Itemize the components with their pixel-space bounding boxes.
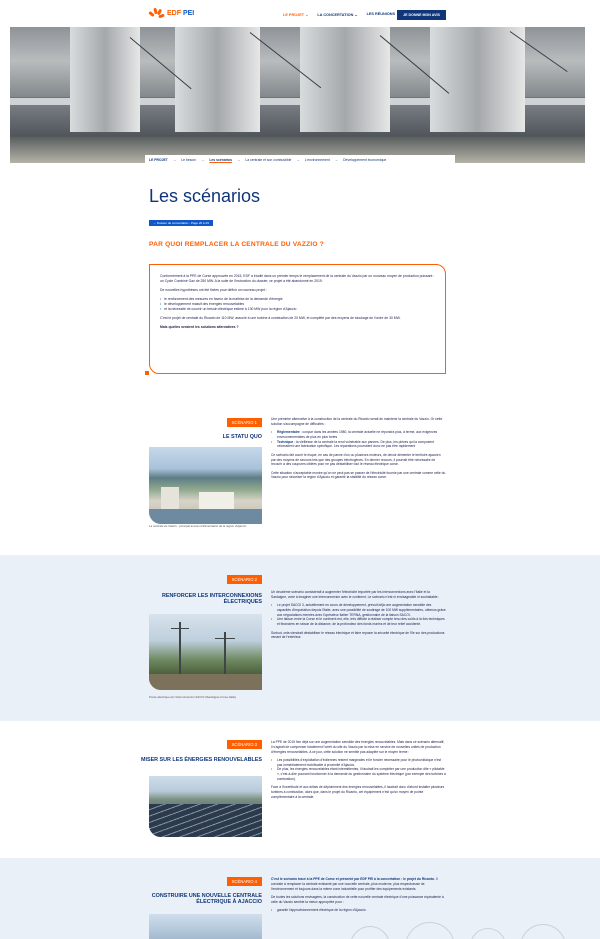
intro-list	[160, 297, 435, 312]
scenario-list	[271, 758, 446, 782]
breadcrumb-separator: →	[236, 158, 241, 162]
edf-pei-logo[interactable]	[150, 8, 194, 19]
scenario-1-section	[0, 405, 600, 555]
scenario-text	[271, 740, 446, 803]
nav-la-concertation[interactable]: LA CONCERTATION ⌄	[317, 13, 358, 17]
scenario-text	[271, 877, 446, 916]
scenario-paragraph: Face à l'incertitude et aux délais de déploiement des énergies renouvelables, il faudrait donc d'abord installer plusieurs turbines à combustion, alors que, dans le projet du Ricanto, cet équipement n'est qu'un moyen de pointe complémentaire à la centrale.	[271, 785, 445, 799]
breadcrumb	[145, 155, 455, 166]
decorative-square	[145, 371, 149, 375]
new-plant-photo	[149, 914, 262, 939]
list-item: • Une liaison entre la Corse et le continent est, elle, très difficile à réaliser compte tenu des coûts à la fois techniques et financiers en raison de la distance, de la profondeur des fonds marins et de leur relief accidenté.	[271, 617, 446, 627]
scenario-title: LE STATU QUO	[222, 434, 262, 440]
scenario-tag: SCÉNARIO 2	[227, 575, 262, 584]
breadcrumb-developpement[interactable]: Développement économique	[343, 158, 387, 162]
list-item: • le développement massif des énergies renouvelables	[160, 302, 435, 307]
scenario-list	[271, 430, 446, 449]
breadcrumb-le-besoin[interactable]: Le besoin	[181, 158, 196, 162]
list-item: • garantir l'approvisionnement électrique de la région d'Ajaccio	[271, 908, 446, 913]
scenario-2-section	[0, 555, 600, 721]
breadcrumb-centrale[interactable]: La centrale et son combustible	[245, 158, 292, 162]
solar-farm-photo	[149, 776, 262, 837]
breadcrumb-separator: →	[334, 158, 339, 162]
scenario-paragraph: Ce scénario fait courir le risque, en cas de panne d'un ou plusieurs moteurs, de devoir alimenter le territoire ajaccien par des moyens de secours tels que des groupes électrogènes. En dernier recours, il pourrait être nécessaire de recourir à des coupures ciblées pour ne pas déstabiliser tout le réseau électrique corse.	[271, 452, 441, 467]
scenario-text	[271, 590, 446, 644]
intro-paragraph: De nouvelles hypothèses ont été fixées pour définir un nouveau projet :	[160, 288, 267, 292]
scenario-3-section	[0, 721, 600, 858]
scenario-paragraph: De toutes les solutions envisagées, la construction de cette nouvelle centrale électrique d'une puissance équivalente à celle du Vazzio semble la mieux appropriée pour :	[271, 894, 444, 904]
photo-caption: La centrale du Vazzio : principal access d'alimentation de la région d'Ajaccio	[149, 524, 247, 528]
intro-paragraph: Conformément à la PPE de Corse approuvée en 2015, EDF a étudié dans un premier temps le remplacement de la centrale du Vazzio par un nouveau moyen de production puissant : un Cycle Combiné Gaz de 250 MW. A la suite de l'instruction du dossier, ce projet a été abandonné en 2019.	[160, 274, 435, 283]
scenario-title: RENFORCER LES INTERCONNEXIONS ÉLECTRIQUES	[161, 593, 262, 605]
photo-caption: Poste électrique de l'interconnexion SACOI (Sardaigne-Corse-Italie)	[149, 695, 236, 699]
list-item: • Les possibilités d'exploitation d'éoliennes restent marginales et le foncier nécessaire pour le photovoltaïque n'est pas immédiatement mobilisable à proximité d'Ajaccio.	[271, 758, 446, 768]
give-opinion-button[interactable]: JE DONNE MON AVIS	[397, 10, 446, 20]
scenario-text	[271, 417, 446, 484]
scenario-tag: SCÉNARIO 1	[227, 418, 262, 427]
list-item: • Le projet SACOI 3, actuellement en cours de développement, prevoit déjà une augmentation sensible des capacités d'importation depuis l'Italie, avec une possibilité de soutirage de 100 MW supplémentaires, obtenus grâce aux négociations menées avec l'opérateur Italien TERNA, gestionnaire de la liaison SACOI.	[271, 603, 446, 617]
page-title: Les scénarios	[149, 186, 261, 206]
dossier-link[interactable]: → Dossier de concertation - Page 20 à 29	[149, 220, 213, 226]
hero-image	[10, 27, 585, 163]
main-nav	[283, 12, 395, 17]
breadcrumb-separator: →	[200, 158, 205, 162]
intro-box	[149, 264, 446, 374]
scenario-title: MISER SUR LES ÉNERGIES RENOUVELABLES	[140, 757, 262, 763]
intro-question: Mais quelles seraient les solutions alternatives ?	[160, 325, 239, 329]
scenario-tag: SCÉNARIO 4	[227, 877, 262, 886]
breadcrumb-separator: →	[172, 158, 177, 162]
decorative-circles	[330, 916, 600, 939]
scenario-paragraph: Un deuxième scénario consisterait à augmenter l'électricité importée par les interconnexions avec l'Italie et la Sardaigne, voire à imaginer une interconnexion avec le continent. Le scénario n'est ni envisageable ni souhaitable :	[271, 590, 440, 599]
nav-le-projet[interactable]: LE PROJET ⌄	[283, 13, 309, 17]
scenario-paragraph: Cette situation n'acceptable montre qu'on ne peut pas se passer de l'électricité fournie par une centrale comme celle du Vazzio pour sécuriser la région d'Ajaccio et garantir la stabilité du réseau corse.	[271, 470, 446, 480]
section-subtitle: PAR QUOI REMPLACER LA CENTRALE DU VAZZIO ?	[149, 241, 324, 248]
list-item: • le renforcement des mesures en faveur de la maîtrise de la demande d'énergie	[160, 297, 435, 302]
scenario-paragraph: La PPE de 2015 fixe déjà sur une augmentation sensible des énergies renouvelables. Mais dans ce scénario alternatif, il s'agirait de compenser totalement l'arrêt du site du Vazzio par la mise en service de nouvelles unités de production d'énergies renouvelables. A ce jour, cette solution ne semble pas adaptée sur le moyen terme :	[271, 740, 445, 754]
nav-les-reunions[interactable]: LES RÉUNIONS	[366, 12, 396, 16]
list-item: • et la nécessité de couvrir un besoin électrique estimé à 130 MW pour la région d'Ajaccio	[160, 307, 435, 312]
edf-sun-icon	[150, 8, 164, 19]
scenario-list	[271, 908, 446, 913]
intro-paragraph: C'est le projet de centrale du Ricanto de 110 MW, associé à une turbine à combustion de 20 MW, et complété par des moyens de stockage de l'ordre de 30 MW.	[160, 316, 401, 320]
list-item: • Réglementaire : conçue dans les années 1980, la centrale actuelle ne répondra plus, à terme, aux exigences environnementales de plus en plus fortes	[271, 430, 446, 440]
scenario-paragraph: Surtout, cela viendrait déstabiliser le réseau électrique et faire reposer la sécurité électrique de l'île sur des productions venant de l'extérieur.	[271, 630, 445, 640]
breadcrumb-environnement[interactable]: L'environnement	[304, 158, 330, 162]
logo-brand: EDF	[167, 10, 181, 17]
list-item: • Technique : la vieillesse de la centrale la rend vulnérable aux pannes. De plus, les pièces qui la composent nécessitent une fabrication spécifique. Les réparations pourraient donc ne pas être rapidement	[271, 440, 446, 450]
breadcrumb-le-projet[interactable]: LE PROJET	[149, 158, 168, 162]
scenario-list	[271, 603, 446, 627]
breadcrumb-les-scenarios[interactable]: Les scénarios	[209, 158, 232, 162]
scenario-title: CONSTRUIRE UNE NOUVELLE CENTRALE ÉLECTRIQUE À AJACCIO	[151, 893, 262, 905]
vazzio-plant-photo	[149, 447, 262, 524]
scenario-paragraph: Une première alternative à la construction de la centrale du Ricanto serait de maintenir la centrale du Vazzio. Or cette solution s'accompagne de difficultés :	[271, 417, 443, 426]
breadcrumb-separator: →	[296, 158, 300, 162]
scenario-paragraph: C'est le scénario tracé à la PPE de Corse et présenté par EDF PEI à la concertation : le projet du Ricanto. Il consiste à remplacer la centrale existante par une nouvelle centrale, plus moderne, plus respectueuse de l'environnement et toujours dans la même zone industrielle pour profiter des équipements existants.	[271, 877, 438, 891]
list-item: • De plus, les énergies renouvelables étant intermittentes, il faudrait les compléter par une production dite « pilotable », c'est-à-dire pouvant fonctionner à la demande du gestionnaire du système électrique (par exemple des turbines à combustion).	[271, 767, 446, 781]
scenario-tag: SCÉNARIO 3	[227, 740, 262, 749]
logo-suffix: PEI	[182, 10, 195, 17]
site-header	[0, 0, 600, 27]
interconnection-photo	[149, 614, 262, 690]
